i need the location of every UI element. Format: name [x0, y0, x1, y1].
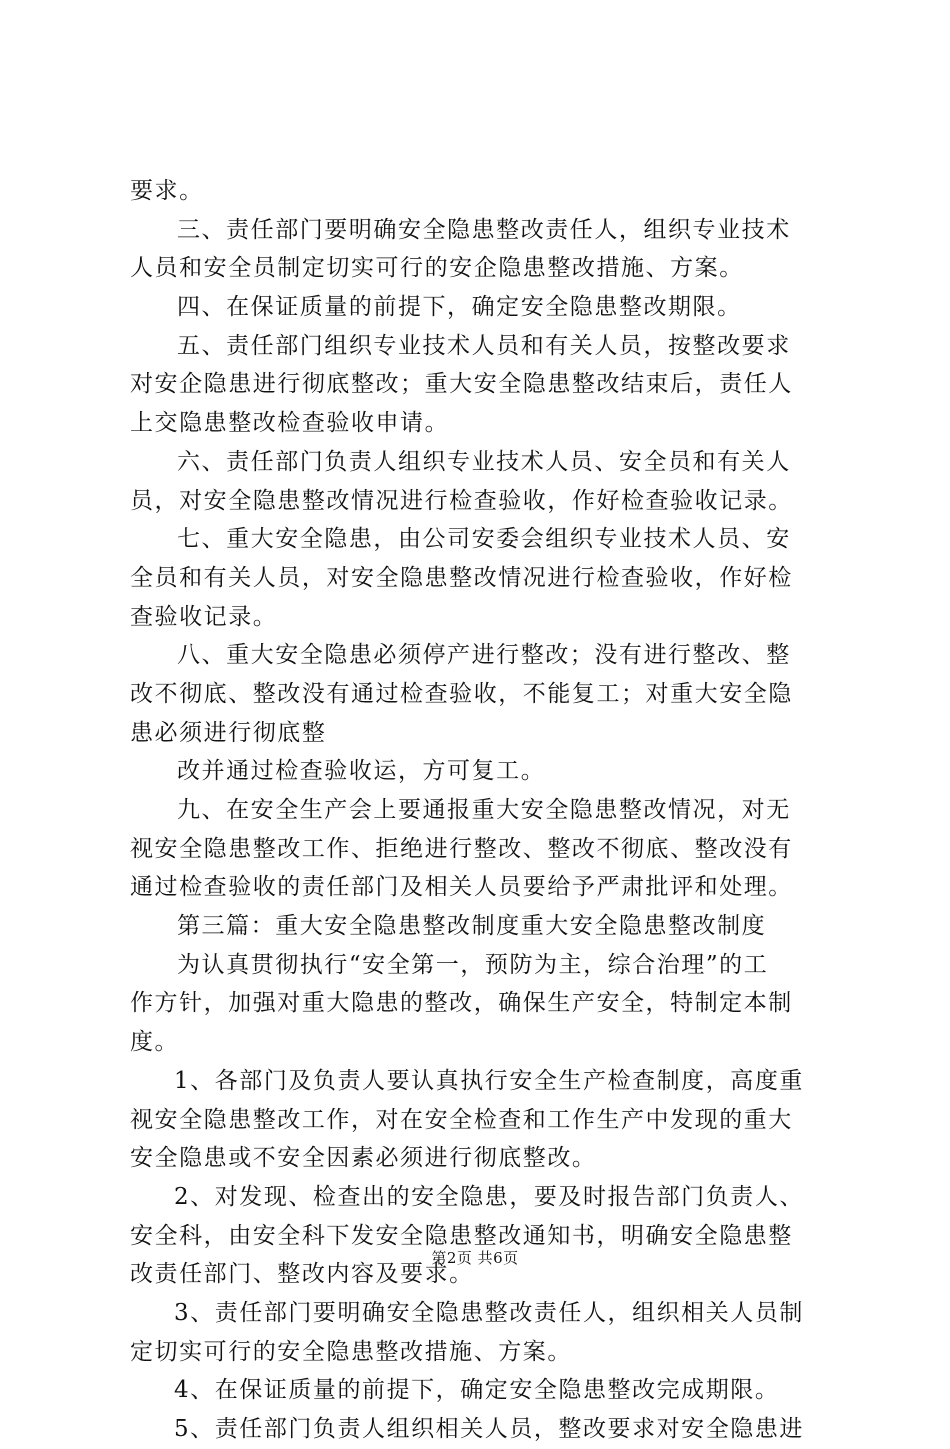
- text-line-1: 要求。: [130, 178, 204, 204]
- text-line-25: 视安全隐患整改工作，对在安全检查和工作生产中发现的重大: [130, 1106, 793, 1133]
- text-line-22: 作方针，加强对重大隐患的整改，确保生产安全，特制定本制: [130, 990, 793, 1017]
- text-line-14: 改不彻底、整改没有通过检查验收，不能复工；对重大安全隐: [130, 680, 793, 707]
- text-line-16: 改并通过检查验收运，方可复工。: [177, 758, 546, 785]
- text-line-28: 安全科，由安全科下发安全隐患整改通知书，明确安全隐患整: [130, 1222, 793, 1249]
- section-heading: 第三篇：重大安全隐患整改制度重大安全隐患整改制度: [177, 913, 767, 940]
- text-line-17: 九、在安全生产会上要通报重大安全隐患整改情况，对无: [177, 797, 791, 823]
- text-line-13: 八、重大安全隐患必须停产进行整改；没有进行整改、整: [177, 642, 791, 669]
- text-line-23: 度。: [130, 1029, 180, 1056]
- text-line-21: 为认真贯彻执行“安全第一，预防为主，综合治理”的工: [177, 951, 769, 978]
- text-line-31: 定切实可行的安全隐患整改措施、方案。: [130, 1338, 572, 1365]
- text-line-29: 改责任部门、整改内容及要求。: [130, 1261, 474, 1288]
- text-line-26: 安全隐患或不安全因素必须进行彻底整改。: [130, 1145, 597, 1172]
- text-line-27: 2、对发现、检查出的安全隐患，要及时报告部门负责人、: [174, 1183, 804, 1210]
- text-line-9: 员，对安全隐患整改情况进行检查验收，作好检查验收记录。: [130, 487, 793, 514]
- text-line-18: 视安全隐患整改工作、拒绝进行整改、整改不彻底、整改没有: [130, 835, 793, 862]
- page-number-footer: 第2页 共6页: [431, 1249, 519, 1267]
- text-line-11: 全员和有关人员，对安全隐患整改情况进行检查验收，作好检: [130, 564, 793, 591]
- text-line-2: 三、责任部门要明确安全隐患整改责任人，组织专业技术: [177, 216, 791, 243]
- text-line-24: 1、各部门及负责人要认真执行安全生产检查制度，高度重: [174, 1067, 804, 1094]
- text-line-33: 5、责任部门负责人组织相关人员，整改要求对安全隐患进: [174, 1416, 804, 1442]
- text-line-4: 四、在保证质量的前提下，确定安全隐患整改期限。: [177, 294, 742, 321]
- text-line-10: 七、重大安全隐患，由公司安委会组织专业技术人员、安: [177, 526, 791, 553]
- text-line-7: 上交隐患整改检查验收申请。: [130, 410, 450, 437]
- text-line-8: 六、责任部门负责人组织专业技术人员、安全员和有关人: [177, 448, 791, 475]
- text-line-32: 4、在保证质量的前提下，确定安全隐患整改完成期限。: [174, 1377, 780, 1404]
- text-line-6: 对安企隐患进行彻底整改；重大安全隐患整改结束后，责任人: [130, 371, 793, 398]
- text-line-5: 五、责任部门组织专业技术人员和有关人员，按整改要求: [177, 332, 791, 359]
- text-line-30: 3、责任部门要明确安全隐患整改责任人，组织相关人员制: [174, 1299, 804, 1326]
- text-line-12: 查验收记录。: [130, 603, 278, 630]
- text-line-15: 患必须进行彻底整: [130, 719, 327, 746]
- text-line-19: 通过检查验收的责任部门及相关人员要给予严肃批评和处理。: [130, 874, 793, 901]
- text-line-3: 人员和安全员制定切实可行的安企隐患整改措施、方案。: [130, 255, 744, 282]
